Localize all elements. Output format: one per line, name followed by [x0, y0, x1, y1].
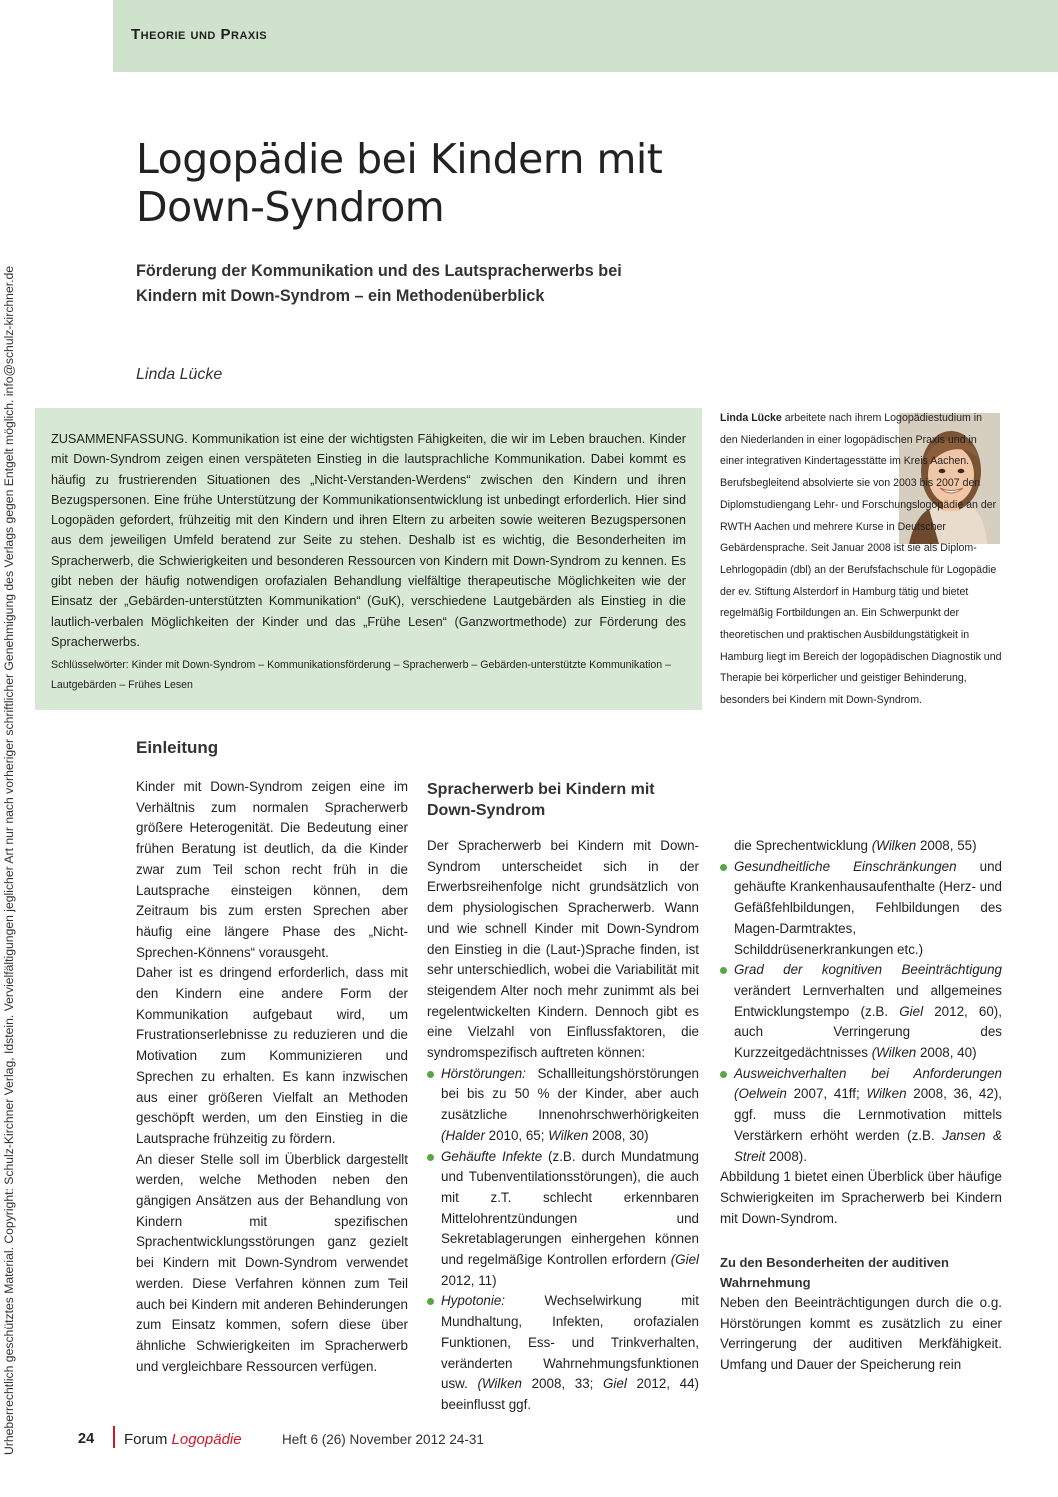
bullet-item: Gesundheitliche Einschränkungen und gehäufte Krankenhausaufenthalte (Herz- und Gefäßfehlbildungen, Fehlbildungen des Magen-Darmtraktes, Schilddrüsenerkrankungen etc.): [720, 857, 1002, 961]
paragraph: Daher ist es dringend erforderlich, dass mit den Kindern eine andere Form der Kommunikation aufgebaut wird, um Frustrationserlebnisse zu reduzieren und die Motivation zum Kommunizieren und Sprechen zu erhalten. Es kann inzwischen aus einer größeren Vielfalt an Methoden geschöpft werden, um den Einstieg in die Lautsprache frühzeitig zu fördern.: [136, 965, 408, 1146]
bullet-continuation: die Sprechentwicklung (Wilken 2008, 55): [734, 838, 977, 853]
bullet-item: Hypotonie: Wechselwirkung mit Mundhaltung, Infekten, orofazialen Funktionen, Ess- und Trinkverhalten, veränderten Wahrnehmungsfunktionen usw. (Wilken 2008, 33; Giel 2012, 44) beeinflusst ggf.: [427, 1291, 699, 1415]
paragraph: Kinder mit Down-Syndrom zeigen eine im Verhältnis zum normalen Spracherwerb größere Heterogenität. Die Bedeutung einer frühen Beratung ist deutlich, da die Kinder zwar zum Teil schon recht früh in die Lautsprache einsteigen können, dem Zeitraum bis zum ersten Sprechen aber häufig eine längere Phase des „Nicht-Sprechen-Könnens“ vorausgeht.: [136, 779, 408, 960]
author-bio: [720, 408, 1002, 712]
column-right: [720, 836, 1002, 1229]
section-label: Theorie und Praxis: [131, 26, 268, 43]
paragraph: Neben den Beeinträchtigungen durch die o.g. Hörstörungen kommt es zusätzlich zu einer Verringerung der auditiven Merkfähigkeit. Umfang und Dauer der Speicherung rein: [720, 1295, 1002, 1373]
article-title: Logopädie bei Kindern mit Down-Syndrom: [136, 135, 663, 231]
article-subtitle: Förderung der Kommunikation und des Lautspracherwerbs bei Kindern mit Down-Syndrom – ein Methodenüberblick: [136, 262, 622, 305]
paragraph: Abbildung 1 bietet einen Überblick über häufige Schwierigkeiten im Spracherwerb bei Kindern mit Down-Syndrom.: [720, 1169, 1002, 1226]
column-right-bottom: [720, 1293, 1002, 1376]
keywords-text: Schlüsselwörter: Kinder mit Down-Syndrom – Kommunikationsförderung – Spracherwerb – Gebärden-unterstützte Kommunikation – Lautgebärden – Frühes Lesen: [51, 659, 672, 691]
bullet-item: Ausweichverhalten bei Anforderungen (Oelwein 2007, 41ff; Wilken 2008, 36, 42), ggf. muss die Lernmotivation mittels Verstärkern erhöht werden (z.B. Jansen & Streit 2008).: [720, 1064, 1002, 1168]
bio-author-name: Linda Lücke: [720, 412, 782, 424]
bullet-item: Gehäufte Infekte (z.B. durch Mundatmung und Tubenventilationsstörungen), die auch mit z.T. schlecht erkennbaren Mittelohrentzündungen und Sekretablagerungen einhergehen können und regelmäßige Kontrollen erfordern (Giel 2012, 11): [427, 1147, 699, 1292]
page-number: 24: [78, 1431, 95, 1447]
bio-text: arbeitete nach ihrem Logopädiestudium in den Niederlanden in einer logopädischen Praxis und in einer integrativen Kindertagesstätte im Kreis Aachen. Berufsbegleitend absolvierte sie von 2003 bis 2007 den Diplomstudiengang Lehr- und Forschungslogopädie an der RWTH Aachen und mehrere Kurse in Deutscher Gebärdensprache. Seit Januar 2008 ist sie als Diplom-Lehrlogopädin (dbl) an der Berufsfachschule für Logopädie der ev. Stiftung Alsterdorf in Hamburg tätig und bietet regelmäßig Fortbildungen an. Ein Schwerpunkt der theoretischen und praktischen Ausbildungstätigkeit in Hamburg liegt im Bereich der logopädischen Diagnostik und Therapie bei körperlicher und geistiger Behinderung, besonders bei Kindern mit Down-Syndrom.: [720, 412, 1002, 707]
heading-spracherwerb: Spracherwerb bei Kindern mit Down-Syndrom: [427, 781, 655, 819]
column-einleitung: [136, 777, 408, 1377]
article-author: Linda Lücke: [136, 366, 223, 383]
footer-divider: [113, 1426, 115, 1448]
journal-logo: Forum Logopädie: [124, 1431, 242, 1448]
bullet-item: Hörstörungen: Schallleitungshörstörungen bei bis zu 50 % der Kinder, aber auch zusätzliche Innenohrschwerhörigkeiten (Halder 2010, 65; Wilken 2008, 30): [427, 1064, 699, 1147]
subheading-auditive-wahrnehmung: Zu den Besonderheiten der auditiven Wahrnehmung: [720, 1255, 949, 1290]
issue-info: Heft 6 (26) November 2012 24-31: [282, 1432, 484, 1447]
side-copyright-notice: Urheberrechtlich geschütztes Material. Copyright: Schulz-Kirchner Verlag, Idstein. Vervielfältigungen jeglicher Art nur nach vorheriger schriftlicher Genehmigung des Verlags gegen Entgelt möglich. info@schulz-kirchner.de: [2, 265, 16, 1455]
column-spracherwerb: [427, 836, 699, 1416]
abstract-text: ZUSAMMENFASSUNG. Kommunikation ist eine der wichtigsten Fähigkeiten, die wir im Leben brauchen. Kinder mit Down-Syndrom zeigen einen verspäteten Einstieg in die lautsprachliche Kommunikation. Dabei kommt es häufig zu frustrierenden Situationen des „Nicht-Verstanden-Werdens“ zwischen den Kindern und ihren Bezugspersonen. Eine frühe Unterstützung der Kommunikationsentwicklung ist unbedingt erforderlich. Hier sind Logopäden gefordert, frühzeitig mit den Kindern und ihren Eltern zu arbeiten sowie weiteren Bezugspersonen aus dem jeweiligen Umfeld beratend zur Seite zu stehen. Deshalb ist es wichtig, die Besonderheiten im Spracherwerb, die Schwierigkeiten und besonderen Ressourcen von Kindern mit Down-Syndrom zu kennen. Es gibt neben der häufig notwendigen orofazialen Behandlung vielfältige therapeutische Möglichkeiten wie der Einsatz der „Gebärden-unterstützten Kommunikation“ (GuK), verschiedene Lautgebärden als Einstieg in die lautlich-verbalen Möglichkeiten der Kinder und das „Frühe Lesen“ (Ganzwortmethode) zur Förderung des Spracherwerbs.: [51, 432, 686, 649]
bullet-item: Grad der kognitiven Beeinträchtigung verändert Lernverhalten und allgemeines Entwicklungstempo (z.B. Giel 2012, 60), auch Verringerung des Kurzzeitgedächtnisses (Wilken 2008, 40): [720, 960, 1002, 1064]
paragraph: An dieser Stelle soll im Überblick dargestellt werden, welche Methoden neben den gängigen Ansätzen aus der Behandlung von Kindern mit spezifischen Sprachentwicklungsstörungen ganz gezielt bei Kindern mit Down-Syndrom verwendet werden. Diese Verfahren können zum Teil auch bei Kindern mit anderen Behinderungen zum Einsatz kommen, sofern diese über ähnliche Schwierigkeiten im Spracherwerb und vergleichbare Ressourcen verfügen.: [136, 1151, 408, 1374]
heading-einleitung: Einleitung: [136, 738, 219, 757]
paragraph: Der Spracherwerb bei Kindern mit Down-Syndrom unterscheidet sich in der Erwerbsreihenfolge nicht grundsätzlich von dem physiologischen Spracherwerb. Wann und wie schnell Kinder mit Down-Syndrom den Einstieg in die (Laut-)Sprache finden, ist sehr unterschiedlich, wobei die Variabilität mit steigendem Alter noch mehr zunimmt als bei regelentwickelten Kindern. Dennoch gibt es eine Vielzahl von Einflussfaktoren, die syndromspezifisch auftreten können:: [427, 838, 699, 1061]
